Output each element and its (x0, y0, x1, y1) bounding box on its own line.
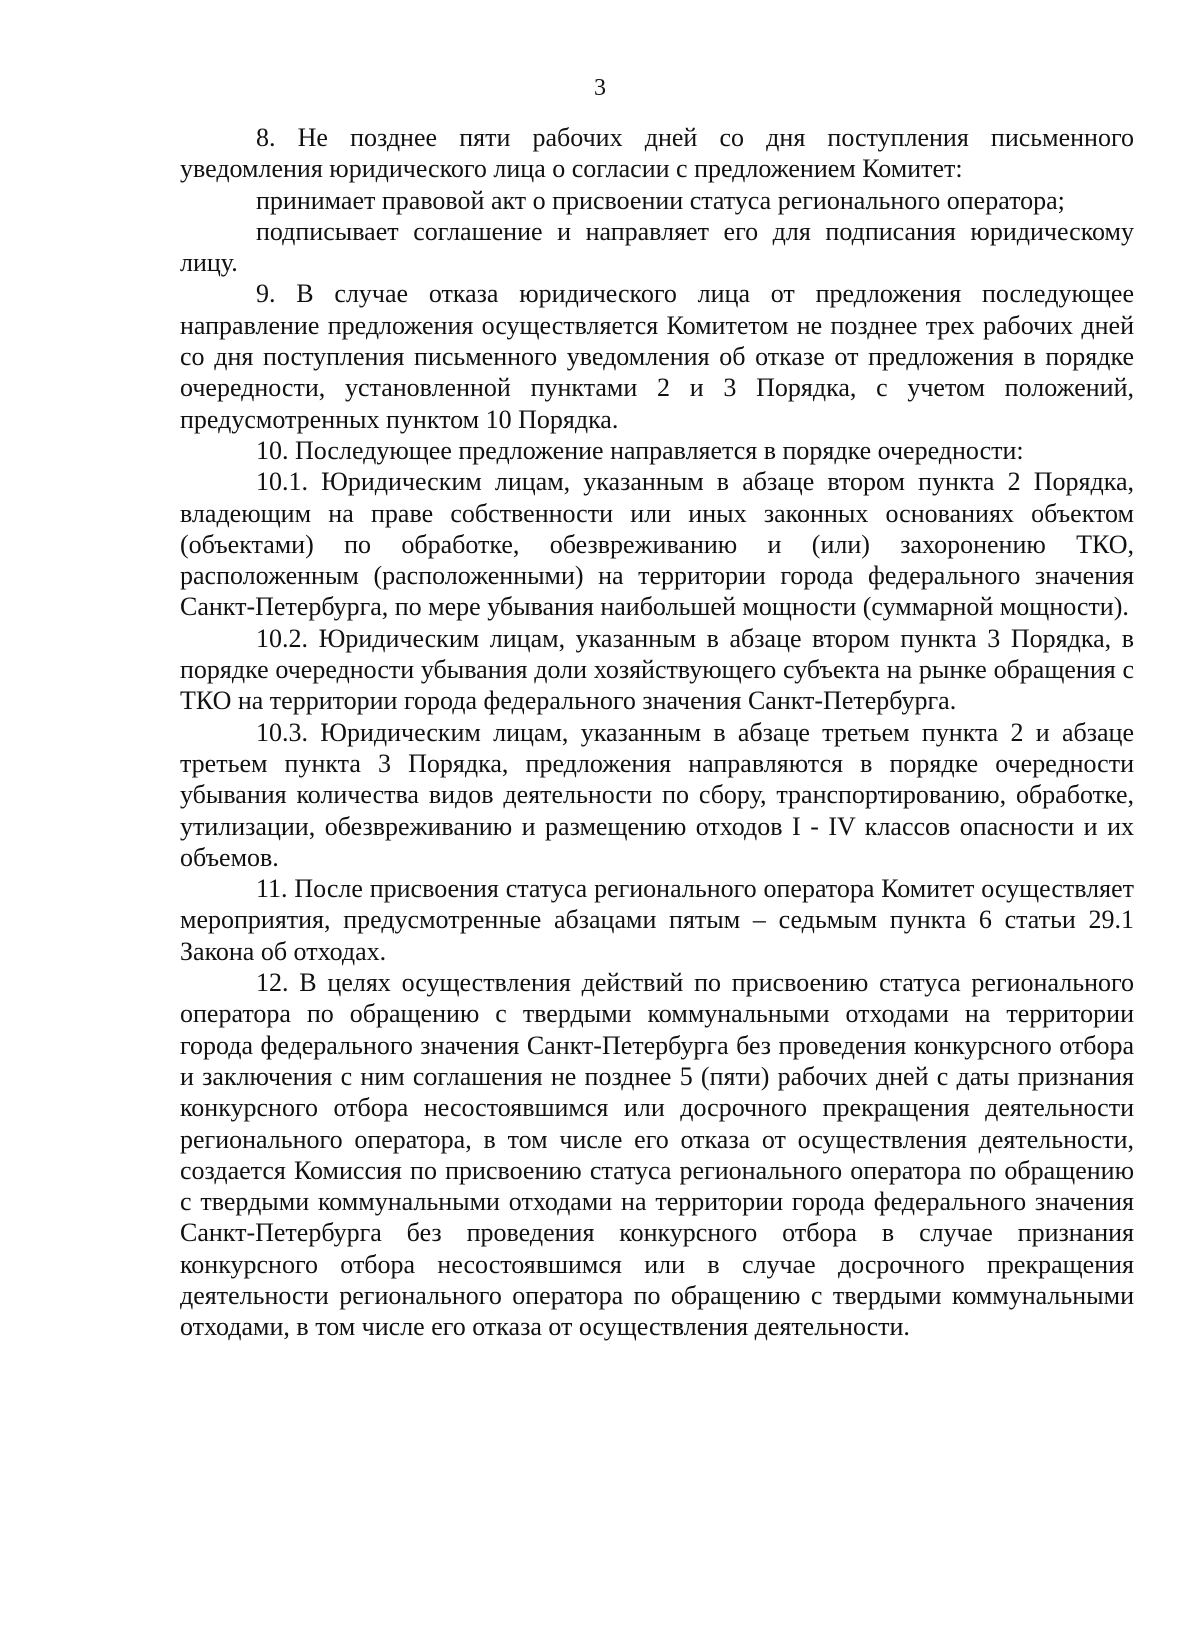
paragraph-12: 12. В целях осуществления действий по присвоению статуса регионального оператора по обращению с твердыми коммунальными отходами на территории города федерального значения Санкт-Петербурга без проведения конкурсного отбора и заключения с ним соглашения не позднее 5 (пяти) рабочих дней с даты признания конкурсного отбора несостоявшимся или досрочного прекращения деятельности регионального оператора, в том числе его отказа от осуществления деятельности, создается Комиссия по присвоению статуса регионального оператора по обращению с твердыми коммунальными отходами на территории города федерального значения Санкт-Петербурга без проведения конкурсного отбора в случае признания конкурсного отбора несостоявшимся или в случае досрочного прекращения деятельности регионального оператора по обращению с твердыми коммунальными отходами, в том числе его отказа от осуществления деятельности. (180, 968, 1134, 1342)
document-body (180, 122, 1134, 1343)
paragraph-10-1: 10.1. Юридическим лицам, указанным в абзаце втором пункта 2 Порядка, владеющим на праве собственности или иных законных основаниях объектом (объектами) по обработке, обезвреживанию и (или) захоронению ТКО, расположенным (расположенными) на территории города федерального значения Санкт-Петербурга, по мере убывания наибольшей мощности (суммарной мощности). (180, 467, 1134, 622)
paragraph-11: 11. После присвоения статуса регионального оператора Комитет осуществляет мероприятия, предусмотренные абзацами пятым – седьмым пункта 6 статьи 29.1 Закона об отходах. (180, 874, 1134, 966)
paragraph-8: 8. Не позднее пяти рабочих дней со дня поступления письменного уведомления юридического лица о согласии с предложением Комитет: (180, 123, 1134, 184)
page-number: 3 (594, 75, 606, 101)
paragraph-10-3: 10.3. Юридическим лицам, указанным в абзаце третьем пункта 2 и абзаце третьем пункта 3 Порядка, предложения направляются в порядке очередности убывания количества видов деятельности по сбору, транспортированию, обработке, утилизации, обезвреживанию и размещению отходов I - IV классов опасности и их объемов. (180, 717, 1134, 872)
paragraph-9: 9. В случае отказа юридического лица от предложения последующее направление предложения осуществляется Комитетом не позднее трех рабочих дней со дня поступления письменного уведомления об отказе от предложения в порядке очередности, установленной пунктами 2 и 3 Порядка, с учетом положений, предусмотренных пунктом 10 Порядка. (180, 279, 1134, 434)
paragraph-8-item-1: принимает правовой акт о присвоении статуса регионального оператора; (256, 185, 1065, 215)
paragraph-10-2: 10.2. Юридическим лицам, указанным в абзаце втором пункта 3 Порядка, в порядке очередности убывания доли хозяйствующего субъекта на рынке обращения с ТКО на территории города федерального значения Санкт-Петербурга. (180, 623, 1134, 716)
paragraph-10: 10. Последующее предложение направляется в порядке очередности: (256, 435, 1024, 465)
paragraph-8-item-2: подписывает соглашение и направляет его для подписания юридическому лицу. (180, 216, 1134, 278)
